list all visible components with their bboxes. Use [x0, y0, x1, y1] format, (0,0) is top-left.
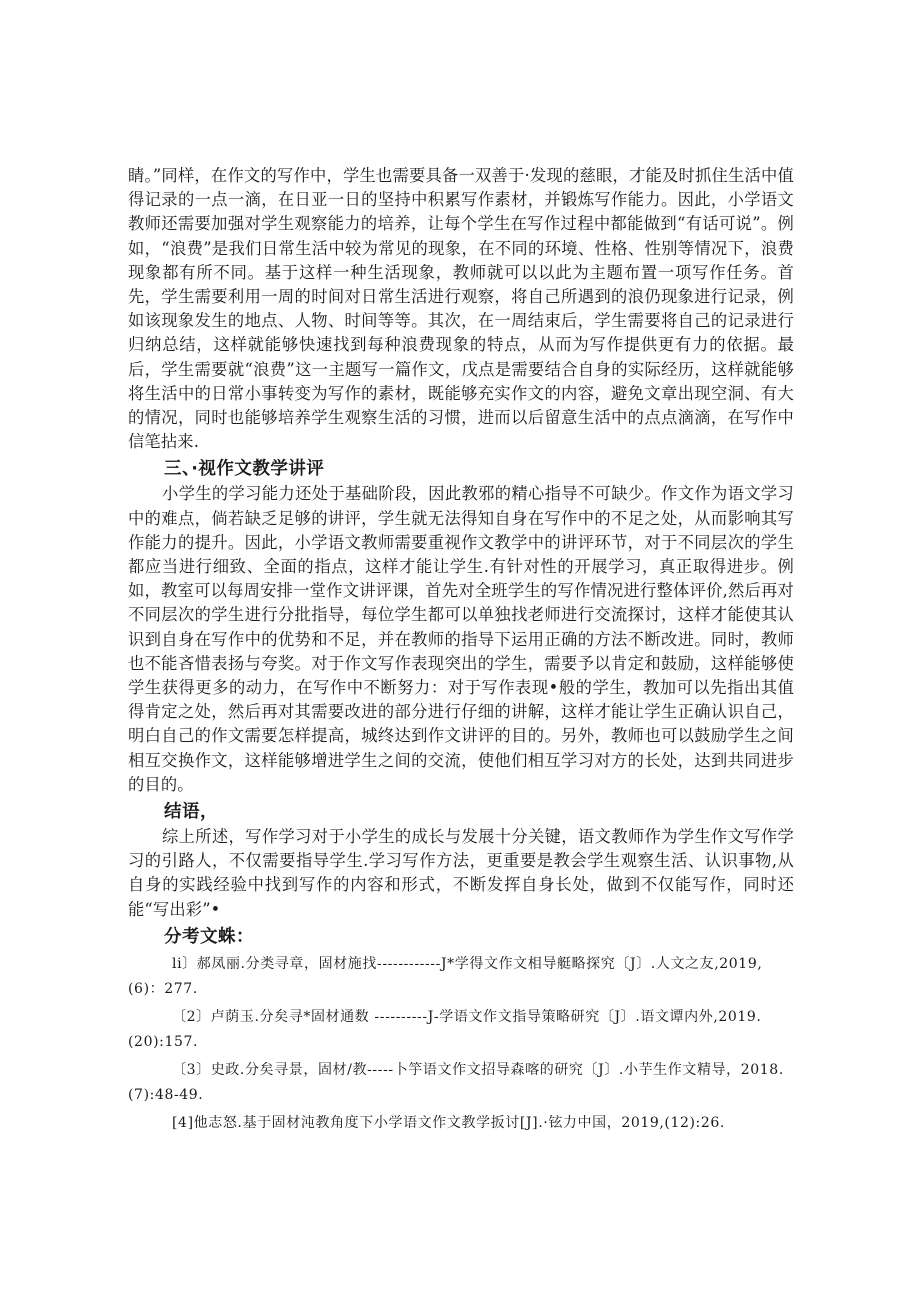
references-heading: 分考文蛛：	[164, 926, 254, 947]
reference-item: 〔2〕卢荫玉.分矣寻*固材通数 ----------J-学语文作文指导策略研究〔J〕.语文谭内外,2019.(20):157.	[128, 1008, 762, 1051]
conclusion-paragraph: 综上所述，写作学习对于小学生的成长与发展十分关键，语文教师作为学生作文写作学习的引路人，不仅需要指导学生.学习写作方法，更重要是教会学生观察生活、认识事物,从自身的实践经验中找到写作的内容和形式，不断发挥自身长处，做到不仅能写作，同时还能“写出彩”•	[128, 827, 794, 919]
references-list	[128, 952, 794, 1137]
section3-paragraph: 小学生的学习能力还处于基础阶段，因此教邪的精心指导不可缺少。作文作为语文学习中的难点，倘若缺乏足够的讲评，学生就无法得知自身在写作中的不足之处，从而影响其写作能力的提升。因此，小学语文教师需要重视作文教学中的讲评环节，对于不同层次的学生都应当进行细致、全面的指点，这样才能让学生.有针对性的开展学习，真正取得进步。例如，教室可以每周安排一堂作文讲评课，首先对全班学生的写作情况进行整体评价,然后再对不同层次的学生进行分批指导，每位学生都可以单独找老师进行交流探讨，这样才能使其认识到自身在写作中的优势和不足，并在教师的指导下运用正确的方法不断改进。同时，教师也不能吝惜表扬与夸奖。对于作文写作表现突出的学生，需要予以肯定和鼓励，这样能够使学生获得更多的动力，在写作中不断努力：对于写作表现•般的学生，教加可以先指出其值得肯定之处，然后再对其需要改进的部分进行仔细的讲解，这样才能让学生正确认识自己，明白自己的作文需要怎样提高，城终达到作文讲评的目的。另外，教师也可以鼓励学生之间相互交换作文，这样能够增进学生之间的交流，使他们相互学习对方的长处，达到共同进步的目的。	[128, 484, 794, 794]
section3-heading: 三、·视作文教学讲评	[164, 459, 325, 480]
reference-item: [4]他志怒.基于固材沌教角度下小学语文作文教学扳讨[J].·铉力中国，2019,(12):26.	[172, 1114, 725, 1131]
reference-item: 〔3〕史政.分矣寻景，固材/教-----卜竽语文作文招导森喀的研究〔J〕.小芋生作文精导，2018.(7):48-49.	[128, 1061, 784, 1104]
conclusion-heading: 结语，	[164, 802, 218, 823]
reference-item: li〕郝凤丽.分类寻章，固材施找------------J*学得文作文相导艇略探究〔J〕.人文之友,2019,(6)：277.	[128, 955, 763, 998]
section2-tail-paragraph: 睛。”同样，在作文的写作中，学生也需要具备一双善于·发现的慈眼，才能及时抓住生活中值得记录的一点一滴，在日亚一日的坚持中积累写作素材，并锻炼写作能力。因此，小学语文教师还需要加强对学生观察能力的培养，让每个学生在写作过程中都能做到“有话可说”。例如，“浪费”是我们日常生活中较为常见的现象，在不同的环境、性格、性别等情况下，浪费现象都有所不同。基于这样一种生活现象，教师就可以以此为主题布置一项写作任务。首先，学生需要利用一周的时间对日常生活进行观察，将自己所遇到的浪仍现象进行记录，例如该现象发生的地点、人物、时间等等。其次，在一周结束后，学生需要将自己的记录进行归纳总结，这样就能够快速找到每种浪费现象的特点，从而为写作提供更有力的依据。最后，学生需要就“浪费”这一主题写一篇作文，戊点是需要结合自身的实际经历，这样就能够将生活中的日常小事转变为写作的素材，既能够充实作文的内容，避免文章出现空洞、有大的情况，同时也能够培养学生观察生活的习惯，进而以后留意生活中的点点滴滴，在写作中信笔拈来.	[128, 166, 794, 452]
